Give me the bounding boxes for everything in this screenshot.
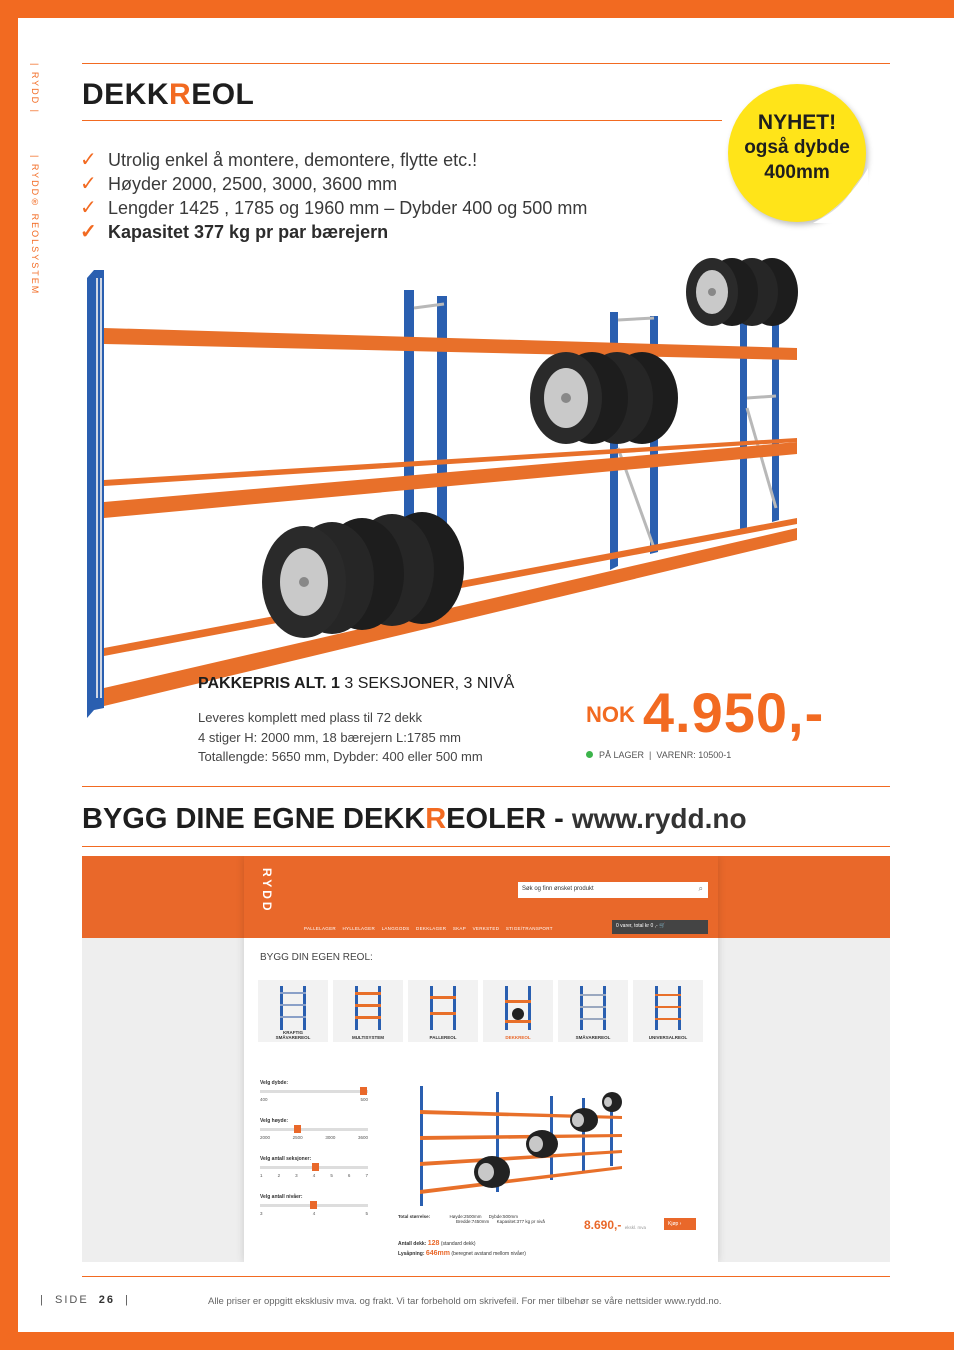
slider-handle[interactable] (360, 1087, 367, 1095)
package-price: NOK 4.950,- (586, 681, 825, 744)
shelf-icon (353, 986, 383, 1030)
page-curl-icon (808, 168, 868, 223)
check-icon: ✓ (80, 221, 97, 243)
builder-title: BYGG DIN EGEN REOL: (260, 952, 373, 963)
website-logo[interactable]: RYDD (260, 868, 274, 914)
section-rule-2 (82, 846, 890, 847)
shelf-icon (428, 986, 458, 1030)
feature-list (80, 148, 587, 244)
side-brand (30, 63, 42, 323)
levels-slider[interactable]: Velg antall nivåer: 3 4 5 (260, 1194, 368, 1216)
brochure-page (18, 18, 954, 1332)
nav-item[interactable]: PALLELAGER (304, 926, 336, 931)
package-line: 4 stiger H: 2000 mm, 18 bærejern L:1785 mm (198, 729, 462, 745)
nav-item[interactable]: DEKKLAGER (416, 926, 447, 931)
stock-status: PÅ LAGER | VARENR: 10500-1 (586, 750, 731, 760)
builder-totals: Total størrelse: Høyde:2500mm Dybde:500mm Bredde:7450mm Kapasitet:377 kg pr nivå (398, 1214, 545, 1224)
package-title: PAKKEPRIS ALT. 1 3 SEKSJONER, 3 NIVÅ (198, 675, 515, 692)
shelf-icon (578, 986, 608, 1030)
product-card[interactable]: UNIVERSALREOL (633, 980, 703, 1042)
product-card[interactable]: SMÅVAREREOL (558, 980, 628, 1042)
feature-item: ✓ Utrolig enkel å montere, demontere, flytte etc.! (80, 149, 478, 171)
search-icon[interactable]: ⌕ (698, 884, 703, 893)
feature-item: ✓ Lengder 1425 , 1785 og 1960 mm – Dybder 400 og 500 mm (80, 197, 588, 219)
check-icon: ✓ (80, 149, 97, 171)
website-window (244, 856, 718, 1262)
in-stock-icon (586, 751, 593, 758)
package-details (198, 708, 483, 767)
nav-item[interactable]: VERKSTED (472, 926, 500, 931)
configured-rack-image (414, 1086, 644, 1206)
feature-item: ✓ Høyder 2000, 2500, 3000, 3600 mm (80, 173, 398, 195)
product-card[interactable]: MULTISYSTEM (333, 980, 403, 1042)
product-card[interactable]: KRAFTIG SMÅVAREREOL (258, 980, 328, 1042)
slider-handle[interactable] (312, 1163, 319, 1171)
side-brand-sub: | RYDD® REOLSYSTEM (30, 155, 40, 296)
nav-item[interactable]: HYLLELAGER (342, 926, 376, 931)
height-slider[interactable]: Velg høyde: 2000 2500 3000 3600 (260, 1118, 368, 1140)
website-nav (304, 926, 558, 931)
builder-tires: Antall dekk: 128 (standard dekk) Lysåpning: 646mm (beregnet avstand mellom nivåer) (398, 1240, 526, 1257)
title-rule (82, 120, 722, 121)
cart-icon: › (679, 1221, 682, 1227)
check-icon: ✓ (80, 173, 97, 195)
website-search-input[interactable]: Søk og finn ønsket produkt ⌕ (518, 882, 708, 898)
sections-slider[interactable]: Velg antall seksjoner: 1 2 3 4 5 6 7 (260, 1156, 368, 1178)
product-card-selected[interactable]: DEKKREOL (483, 980, 553, 1042)
side-brand-top: | RYDD | (30, 63, 40, 115)
shelf-icon (278, 986, 308, 1030)
nav-item[interactable]: LANGGODS (381, 926, 410, 931)
footer-note: Alle priser er oppgitt eksklusiv mva. og frakt. Vi tar forbehold om skrivefeil. For mer tilbehør se våre nettsider www.rydd.no. (208, 1296, 722, 1307)
buy-button[interactable]: Kjøp › (664, 1218, 696, 1230)
builder-price: 8.690,- ekskl. mva (584, 1218, 646, 1232)
depth-slider[interactable]: Velg dybde: 400 500 (260, 1080, 368, 1102)
package-line: Leveres komplett med plass til 72 dekk (198, 710, 422, 725)
check-icon: ✓ (80, 197, 97, 219)
footer-rule (82, 1276, 890, 1277)
slider-handle[interactable] (310, 1201, 317, 1209)
product-card[interactable]: PALLEREOL (408, 980, 478, 1042)
tire-rack-icon (503, 986, 533, 1030)
new-badge: NYHET! også dybde 400mm (728, 84, 866, 222)
nav-item[interactable]: SKAP (452, 926, 467, 931)
slider-handle[interactable] (294, 1125, 301, 1133)
page-number: | SIDE 26 | (40, 1294, 131, 1306)
top-rule (82, 63, 890, 64)
feature-item: ✓ Kapasitet 377 kg pr par bærejern (80, 221, 389, 243)
website-cart[interactable]: 0 varer, total kr 0 ,- 🛒 (612, 920, 708, 934)
tire-rack-image (82, 248, 842, 718)
product-cards (258, 980, 708, 1042)
section-title: BYGG DINE EGNE DEKKREOLER - www.rydd.no (82, 803, 747, 835)
page-title: DEKKREOL (82, 78, 255, 111)
shelf-icon (653, 986, 683, 1030)
package-line: Totallengde: 5650 mm, Dybder: 400 eller 500 mm (198, 749, 483, 764)
cart-icon[interactable]: 🛒 (659, 923, 666, 929)
website-screenshot (82, 856, 890, 1262)
nav-item[interactable]: STIGE/TRANSPORT (505, 926, 553, 931)
section-rule (82, 786, 890, 787)
